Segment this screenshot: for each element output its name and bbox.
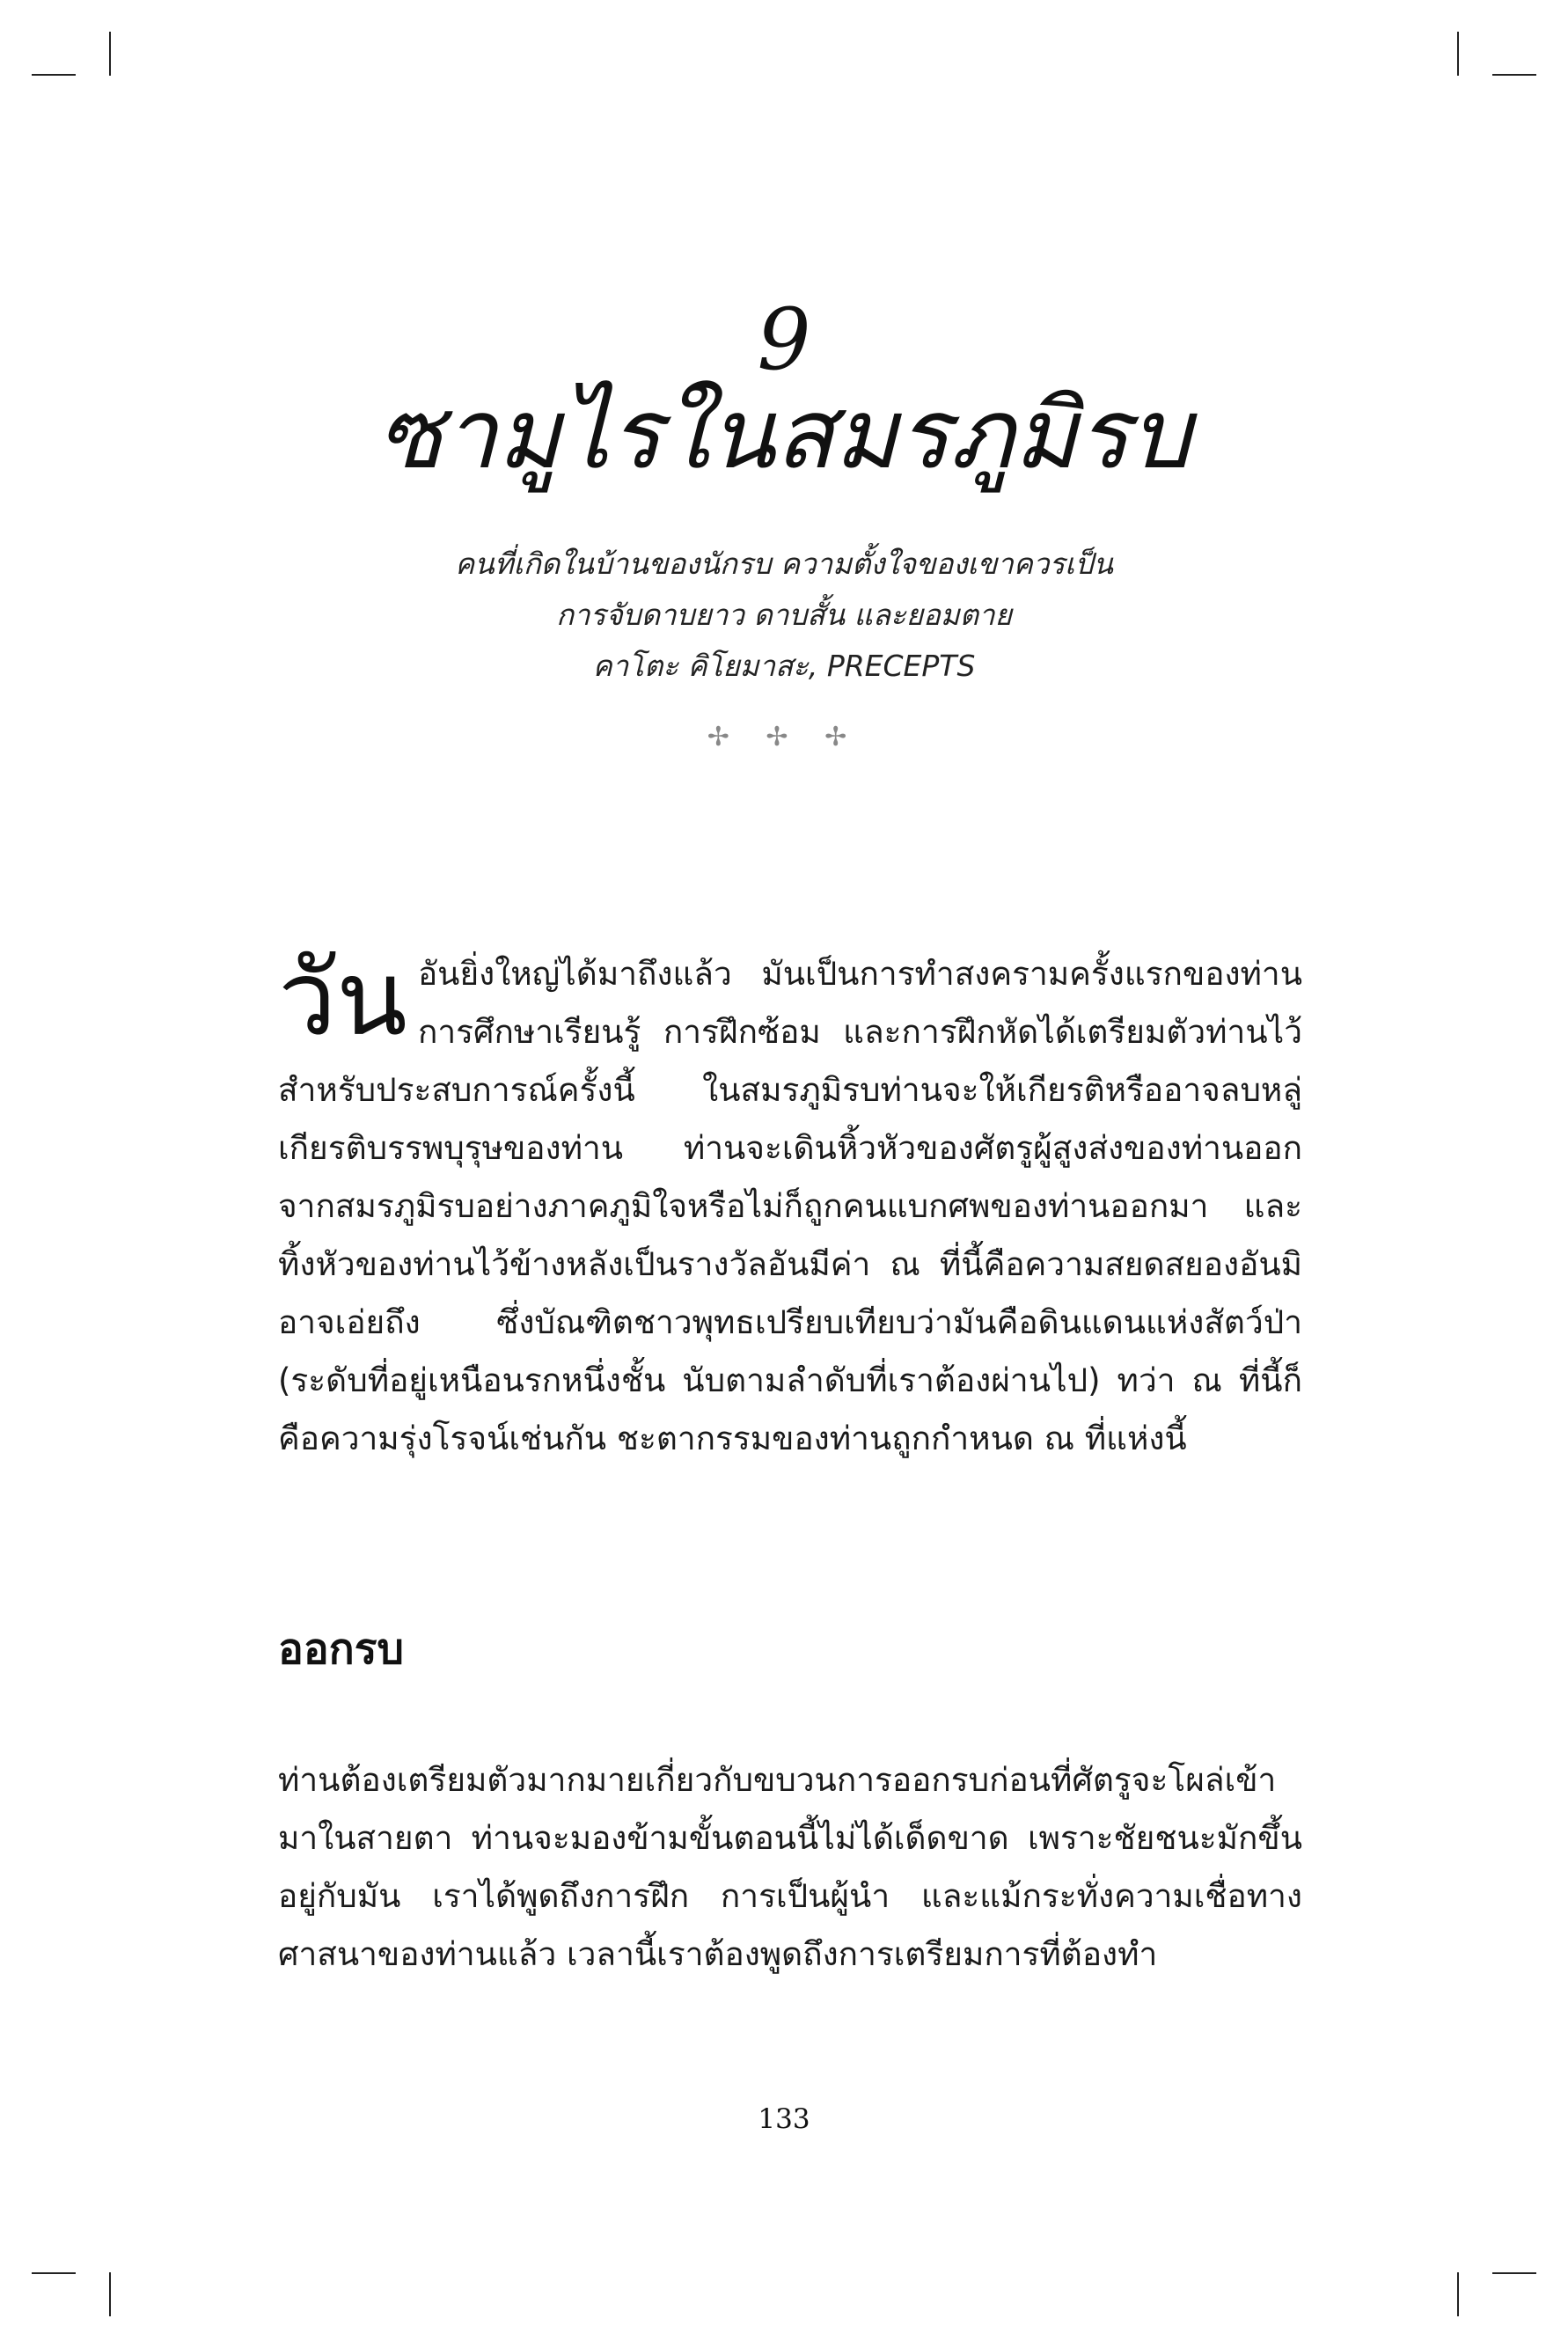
crop-mark <box>1457 2272 1459 2316</box>
epigraph <box>0 539 1568 692</box>
crop-mark <box>32 2272 76 2274</box>
crop-mark <box>1492 74 1536 76</box>
epigraph-line: การจับดาบยาว ดาบสั้น และยอมตาย <box>556 598 1012 632</box>
chapter-title: ซามูไรในสมรภูมิรบ <box>377 378 1191 490</box>
paragraph-text: อันยิ่งใหญ่ได้มาถึงแล้ว มันเป็นการทำสงครามครั้งแรกของท่าน การศึกษาเรียนรู้ การฝึกซ้อม และการฝึกหัดได้เตรียมตัวท่านไว้สำหรับประสบการณ์ครั้งนี้ ในสมรภูมิรบท่านจะให้เกียรติหรืออาจลบหลู่เกียรติบรรพบุรุษของท่าน ท่านจะเดินหิ้วหัวของศัตรูผู้สูงส่งของท่านออกจากสมรภูมิรบอย่างภาคภูมิใจหรือไม่ก็ถูกคนแบกศพของท่านออกมา และทิ้งหัวของท่านไว้ข้างหลังเป็นรางวัลอันมีค่า ณ ที่นี้คือความสยดสยองอันมิอาจเอ่ยถึง ซึ่งบัณฑิตชาวพุทธเปรียบเทียบว่ามันคือดินแดนแห่งสัตว์ป่า (ระดับที่อยู่เหนือนรกหนึ่งชั้น นับตามลำดับที่เราต้องผ่านไป) ทว่า ณ ที่นี้ก็คือความรุ่งโรจน์เช่นกัน ชะตากรรมของท่านถูกกำหนด ณ ที่แห่งนี้ <box>278 955 1302 1457</box>
crop-mark <box>109 2272 111 2316</box>
epigraph-attribution: คาโตะ คิโยมาสะ, PRECEPTS <box>592 649 976 683</box>
section-separator: ✢ ✢ ✢ <box>707 722 861 752</box>
crop-mark <box>109 32 111 76</box>
crop-mark <box>1492 2272 1536 2274</box>
crop-mark <box>1457 32 1459 76</box>
drop-cap: วัน <box>278 937 407 1059</box>
body-paragraph <box>278 937 1302 1468</box>
section-heading: ออกรบ <box>278 1625 404 1674</box>
page-number: 133 <box>758 2103 810 2135</box>
chapter-number: 9 <box>757 290 811 389</box>
crop-mark <box>32 74 76 76</box>
body-paragraph <box>278 1751 1302 1984</box>
epigraph-line: คนที่เกิดในบ้านของนักรบ ความตั้งใจของเขาควรเป็น <box>455 547 1113 581</box>
paragraph-text: ท่านต้องเตรียมตัวมากมายเกี่ยวกับขบวนการออกรบก่อนที่ศัตรูจะโผล่เข้ามาในสายตา ท่านจะมองข้ามขั้นตอนนี้ไม่ได้เด็ดขาด เพราะชัยชนะมักขึ้นอยู่กับมัน เราได้พูดถึงการฝึก การเป็นผู้นำ และแม้กระทั่งความเชื่อทางศาสนาของท่านแล้ว เวลานี้เราต้องพูดถึงการเตรียมการที่ต้องทำ <box>278 1761 1302 1973</box>
